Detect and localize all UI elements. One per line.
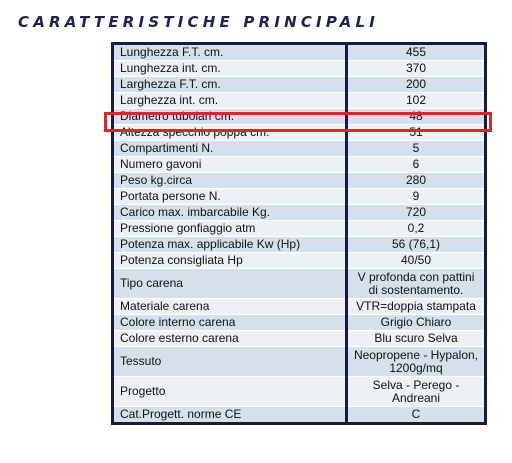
spec-value: Grigio Chiaro: [347, 315, 486, 331]
table-row: [113, 125, 486, 141]
spec-name: Pressione gonfiaggio atm: [113, 221, 347, 237]
spec-name: Larghezza int. cm.: [113, 93, 347, 109]
spec-value: 40/50: [347, 253, 486, 269]
spec-value: VTR=doppia stampata: [347, 299, 486, 315]
spec-name: Materiale carena: [113, 299, 347, 315]
spec-name: Cat.Progett. norme CE: [113, 407, 347, 424]
spec-name: Colore interno carena: [113, 315, 347, 331]
spec-name: Numero gavoni: [113, 157, 347, 173]
spec-value: C: [347, 407, 486, 424]
specifications-table: [111, 42, 487, 425]
spec-name: Tipo carena: [113, 269, 347, 299]
spec-value: V profonda con pattini di sostentamento.: [347, 269, 486, 299]
spec-name: Altezza specchio poppa cm.: [113, 125, 347, 141]
spec-name: Progetto: [113, 377, 347, 407]
table-row: [113, 61, 486, 77]
table-row: [113, 173, 486, 189]
table-row: [113, 221, 486, 237]
table-row: [113, 205, 486, 221]
table-row: [113, 77, 486, 93]
spec-name: Diametro tubolari cm.: [113, 109, 347, 125]
spec-value: 48: [347, 109, 486, 125]
spec-value: 9: [347, 189, 486, 205]
table-row: [113, 299, 486, 315]
spec-value: 102: [347, 93, 486, 109]
spec-name: Lunghezza F.T. cm.: [113, 44, 347, 61]
table-row: [113, 407, 486, 424]
table-row: [113, 331, 486, 347]
spec-value: 200: [347, 77, 486, 93]
spec-value: 370: [347, 61, 486, 77]
spec-value: 720: [347, 205, 486, 221]
table-row: [113, 315, 486, 331]
table-row-highlighted: [113, 109, 486, 125]
spec-name: Colore esterno carena: [113, 331, 347, 347]
table-row: [113, 253, 486, 269]
spec-name: Potenza max. applicabile Kw (Hp): [113, 237, 347, 253]
section-heading: CARATTERISTICHE PRINCIPALI: [18, 13, 380, 31]
spec-value: 280: [347, 173, 486, 189]
table-row: [113, 237, 486, 253]
table-row: [113, 189, 486, 205]
table-row: [113, 44, 486, 61]
table-row: [113, 347, 486, 377]
spec-name: Larghezza F.T. cm.: [113, 77, 347, 93]
spec-value: 51: [347, 125, 486, 141]
spec-value: 455: [347, 44, 486, 61]
table-row: [113, 93, 486, 109]
spec-name: Portata persone N.: [113, 189, 347, 205]
spec-name: Compartimenti N.: [113, 141, 347, 157]
spec-name: Potenza consigliata Hp: [113, 253, 347, 269]
table-row: [113, 157, 486, 173]
spec-value: Selva - Perego - Andreani: [347, 377, 486, 407]
table-row: [113, 269, 486, 299]
spec-value: 5: [347, 141, 486, 157]
table-row: [113, 141, 486, 157]
spec-name: Peso kg.circa: [113, 173, 347, 189]
spec-value: 56 (76,1): [347, 237, 486, 253]
spec-value: 6: [347, 157, 486, 173]
spec-value: 0,2: [347, 221, 486, 237]
spec-value: Neopropene - Hypalon, 1200g/mq: [347, 347, 486, 377]
spec-name: Carico max. imbarcabile Kg.: [113, 205, 347, 221]
table-row: [113, 377, 486, 407]
spec-name: Lunghezza int. cm.: [113, 61, 347, 77]
spec-name: Tessuto: [113, 347, 347, 377]
spec-value: Blu scuro Selva: [347, 331, 486, 347]
